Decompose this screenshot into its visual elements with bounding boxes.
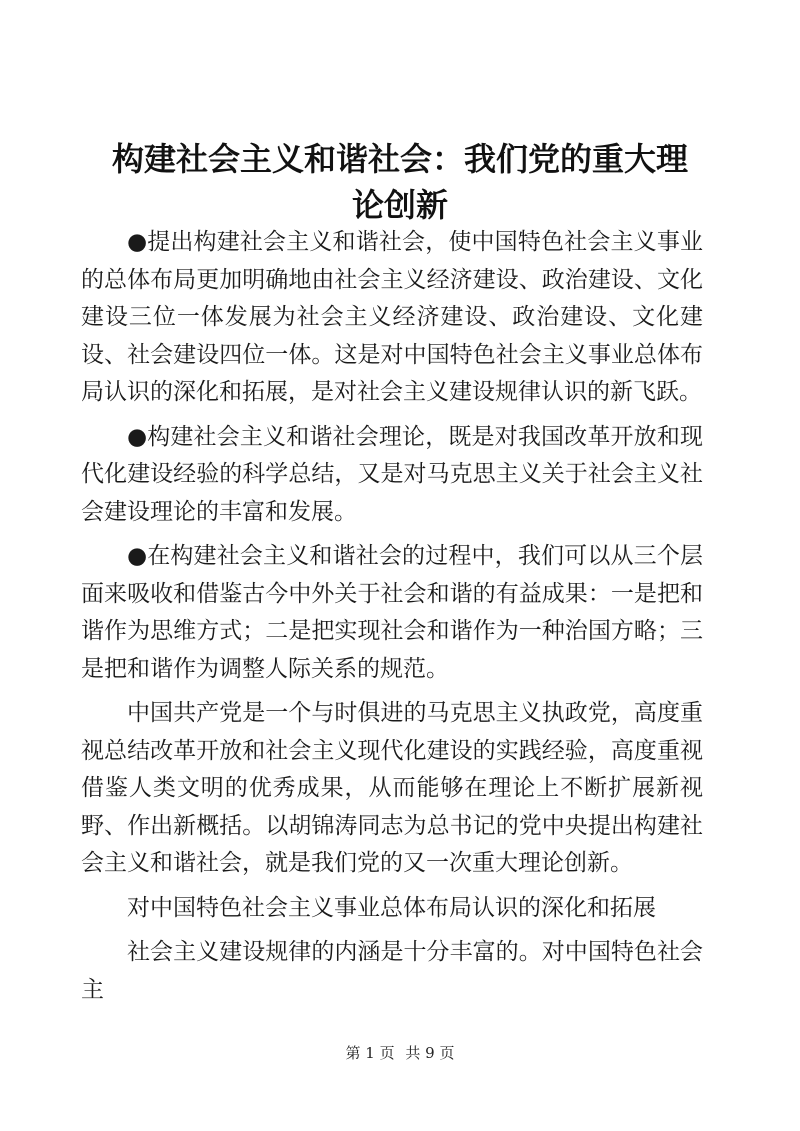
page-footer: [0, 1042, 800, 1063]
paragraph: 社会主义建设规律的内涵是十分丰富的。对中国特色社会主: [81, 939, 703, 1003]
page-number: 第 1 页: [345, 1044, 395, 1062]
paragraph: ●在构建社会主义和谐社会的过程中，我们可以从三个层面来吸收和借鉴古今中外关于社会和谐的有益成果：一是把和谐作为思维方式；二是把实现社会和谐作为一种治国方略；三是把和谐作为调整人际关系的规范。: [81, 543, 703, 682]
paragraph: ●提出构建社会主义和谐社会，使中国特色社会主义事业的总体布局更加明确地由社会主义经济建设、政治建设、文化建设三位一体发展为社会主义经济建设、政治建设、文化建设、社会建设四位一体。这是对中国特色社会主义事业总体布局认识的深化和拓展，是对社会主义建设规律认识的新飞跃。: [81, 229, 703, 405]
document-title: 构建社会主义和谐社会：我们党的重大理论创新: [111, 140, 688, 224]
page-total: 共 9 页: [405, 1044, 455, 1062]
section-heading: 对中国特色社会主义事业总体布局认识的深化和拓展: [127, 894, 656, 921]
paragraph: 中国共产党是一个与时俱进的马克思主义执政党，高度重视总结改革开放和社会主义现代化建设的实践经验，高度重视借鉴人类文明的优秀成果，从而能够在理论上不断扩展新视野、作出新概括。以胡锦涛同志为总书记的党中央提出构建社会主义和谐社会，就是我们党的又一次重大理论创新。: [81, 700, 703, 876]
document-body: [81, 224, 703, 1016]
paragraph: ●构建社会主义和谐社会理论，既是对我国改革开放和现代化建设经验的科学总结，又是对马克思主义关于社会主义社会建设理论的丰富和发展。: [81, 423, 703, 525]
